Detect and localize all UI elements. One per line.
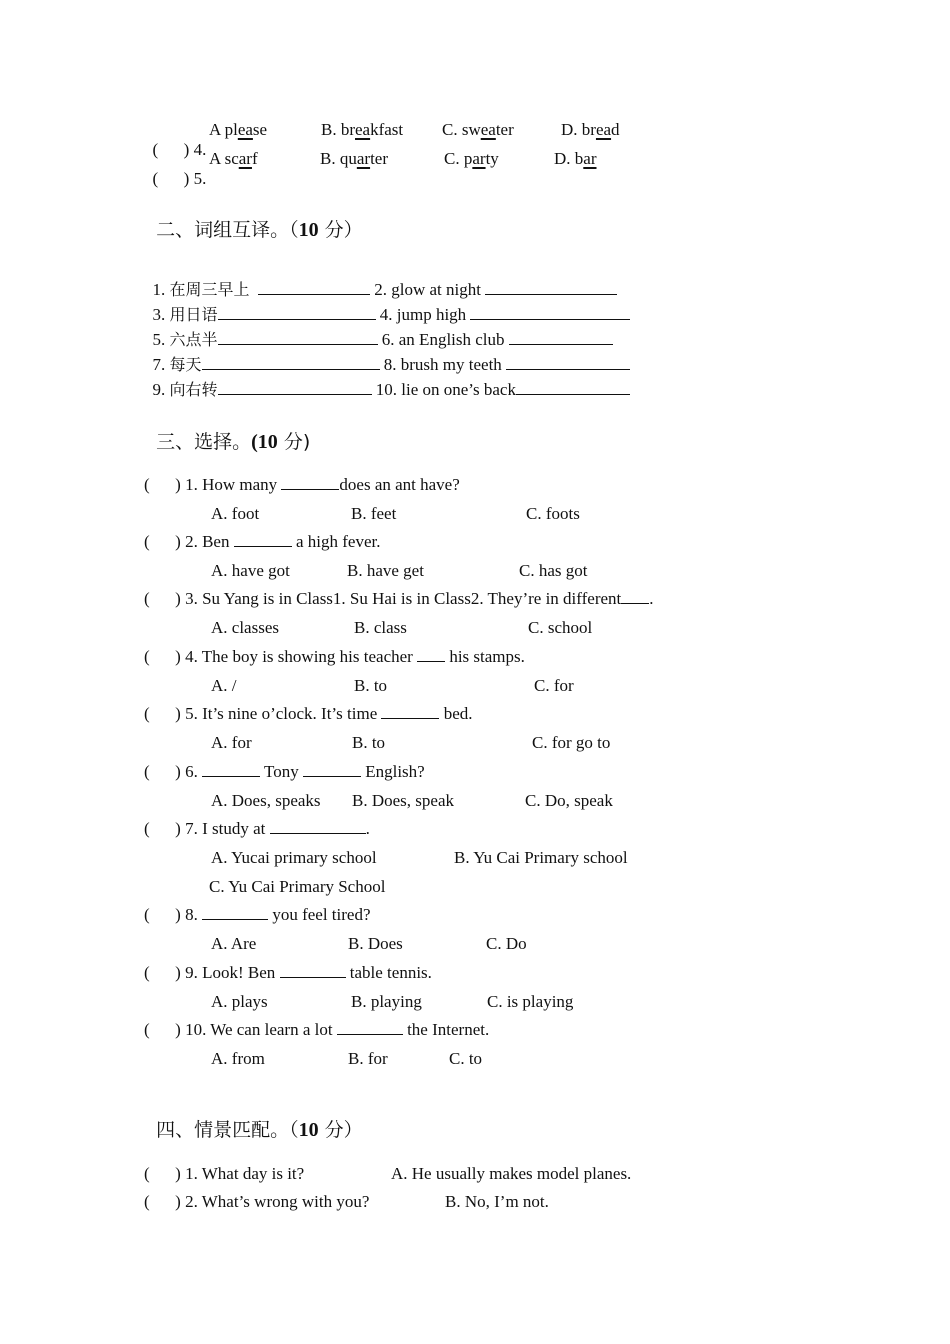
option: C. foots (526, 504, 580, 523)
translation-row: 7. 每天 8. brush my teeth (144, 335, 630, 375)
question-6: ( ) 6. Tony English? (144, 762, 425, 781)
match-question-2: ( ) 2. What’s wrong with you? (144, 1192, 370, 1211)
answer-blank[interactable] (270, 819, 366, 834)
phonetic-4-option-d: D. bread (561, 120, 620, 139)
option: C. for go to (532, 733, 611, 752)
option: B. Yu Cai Primary school (454, 848, 628, 867)
question-1: ( ) 1. How many does an ant have? (144, 475, 460, 494)
option: C. Do, speak (525, 791, 613, 810)
option: C. to (449, 1049, 483, 1068)
answer-blank[interactable] (202, 905, 268, 920)
option: C. school (528, 618, 593, 637)
option: C. for (534, 676, 574, 695)
question-10: ( ) 10. We can learn a lot the Internet. (144, 1020, 490, 1039)
section-4-heading: 四、情景匹配。（10 分） (156, 1119, 363, 1141)
option: A. Yucai primary school (211, 848, 377, 867)
answer-blank[interactable] (417, 647, 445, 662)
option: C. is playing (487, 992, 574, 1011)
answer-blank[interactable] (281, 475, 339, 490)
question-3: ( ) 3. Su Yang is in Class1. Su Hai is in Class2. They’re in different . (144, 589, 654, 608)
phonetic-4-option-a: A please (209, 120, 268, 139)
phonetic-5-option-d: D. bar (554, 149, 597, 168)
option: A. from (211, 1049, 265, 1068)
option: A. Does, speaks (211, 791, 321, 810)
phonetic-4-option-c: C. sweater (442, 120, 514, 139)
answer-blank[interactable] (280, 963, 346, 978)
option: A. foot (211, 504, 260, 523)
translation-row: 5. 六点半 6. an English club (144, 310, 613, 350)
question-5: ( ) 5. It’s nine o’clock. It’s time bed. (144, 704, 473, 723)
translation-row: 9. 向右转 10. lie on one’s back (144, 360, 630, 400)
option: C. has got (519, 561, 588, 580)
phonetic-4-option-b: B. breakfast (321, 120, 404, 139)
section-2-heading: 二、词组互译。（10 分） (156, 219, 363, 241)
option: B. Does (348, 934, 403, 953)
phonetic-5-option-c: C. party (444, 149, 499, 168)
option: A. plays (211, 992, 268, 1011)
answer-blank[interactable] (202, 762, 260, 777)
answer-blank[interactable] (337, 1020, 403, 1035)
question-9: ( ) 9. Look! Ben table tennis. (144, 963, 432, 982)
question-2: ( ) 2. Ben a high fever. (144, 532, 381, 551)
match-answer-b: B. No, I’m not. (445, 1192, 549, 1211)
option: A. / (211, 676, 237, 695)
answer-blank[interactable] (218, 380, 372, 395)
match-answer-a: A. He usually makes model planes. (391, 1164, 632, 1183)
question-4: ( ) 4. The boy is showing his teacher his stamps. (144, 647, 525, 666)
question-7: ( ) 7. I study at . (144, 819, 370, 838)
option: A. have got (211, 561, 290, 580)
option: A. Are (211, 934, 257, 953)
option: B. class (354, 618, 407, 637)
option: A. classes (211, 618, 279, 637)
option: C. Yu Cai Primary School (209, 877, 386, 896)
answer-blank[interactable] (621, 589, 649, 604)
option: B. to (352, 733, 386, 752)
phonetic-5-option-a: A scarf (209, 149, 258, 168)
section-3-heading: 三、选择。(10 分) (156, 431, 311, 453)
option: B. to (354, 676, 388, 695)
option: C. Do (486, 934, 527, 953)
phonetic-row-4: ( ) 4. (152, 140, 207, 159)
option: B. feet (351, 504, 397, 523)
answer-blank[interactable] (234, 532, 292, 547)
option: B. have get (347, 561, 424, 580)
match-question-1: ( ) 1. What day is it? (144, 1164, 305, 1183)
translation-row: 3. 用日语 4. jump high (144, 285, 630, 325)
option: B. Does, speak (352, 791, 454, 810)
answer-blank[interactable] (303, 762, 361, 777)
answer-blank[interactable] (381, 704, 439, 719)
phonetic-5-option-b: B. quarter (320, 149, 388, 168)
question-8: ( ) 8. you feel tired? (144, 905, 371, 924)
phonetic-row-5: ( ) 5. (152, 169, 207, 188)
answer-blank[interactable] (516, 380, 630, 395)
option: B. for (348, 1049, 388, 1068)
translation-row: 1. 在周三早上 2. glow at night (144, 260, 617, 300)
option: B. playing (351, 992, 422, 1011)
option: A. for (211, 733, 252, 752)
